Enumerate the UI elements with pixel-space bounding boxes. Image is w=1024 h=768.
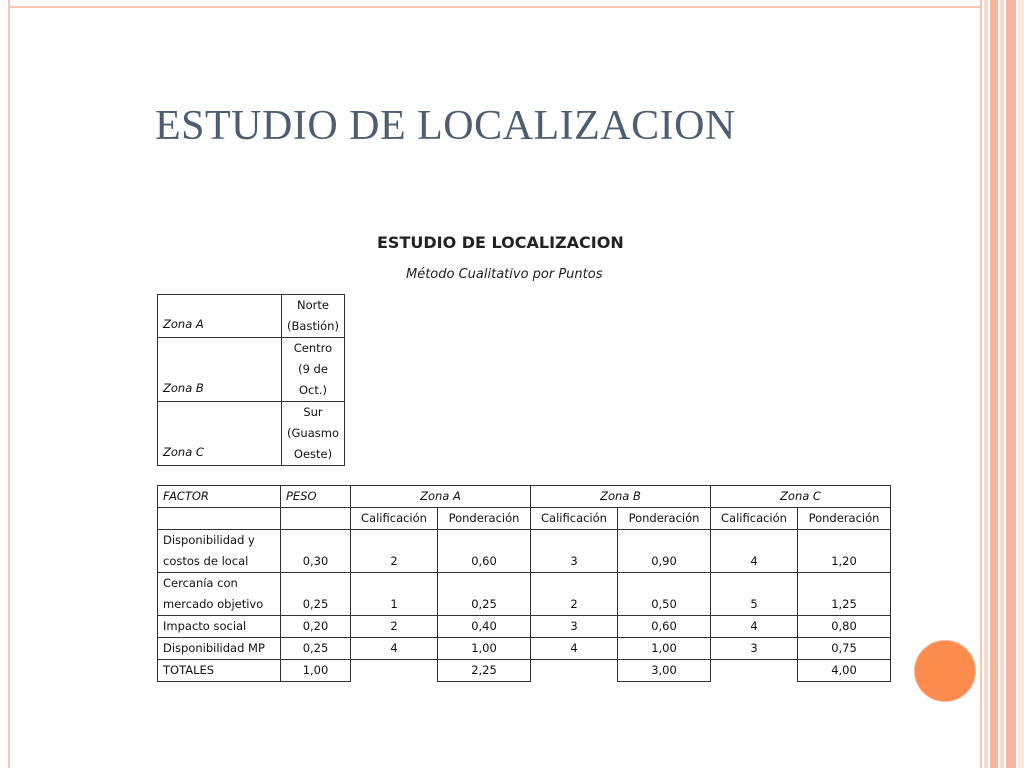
zone-row <box>158 402 345 466</box>
decor-stripe <box>1000 0 1004 768</box>
factor-name-line: Cercanía con <box>163 576 238 590</box>
zone-location <box>282 338 345 402</box>
totals-label: TOTALES <box>158 660 281 682</box>
totals-zona-a: 2,25 <box>438 660 531 682</box>
factor-row <box>158 638 891 660</box>
peso-cell: 0,30 <box>281 530 351 573</box>
frame-line-right <box>980 0 982 768</box>
factor-name <box>158 530 281 573</box>
zona-a-calificacion: 2 <box>351 616 438 638</box>
peso-cell: 0,20 <box>281 616 351 638</box>
zone-location-line: (9 de <box>298 362 328 376</box>
zona-c-calificacion: 4 <box>711 530 798 573</box>
factor-row <box>158 573 891 616</box>
zone-name: Zona C <box>158 402 282 466</box>
zona-a-calificacion: 4 <box>351 638 438 660</box>
factor-table <box>157 485 891 682</box>
decor-stripe <box>1018 0 1024 768</box>
factor-name-line: Impacto social <box>163 619 247 633</box>
zona-c-calificacion: 3 <box>711 638 798 660</box>
totals-zona-c: 4,00 <box>798 660 891 682</box>
zona-b-calificacion: 3 <box>531 616 618 638</box>
slide-title: ESTUDIO DE LOCALIZACION <box>155 103 736 149</box>
zona-a-calificacion: 2 <box>351 530 438 573</box>
zone-location-line: Sur <box>303 405 323 419</box>
peso-cell: 0,25 <box>281 638 351 660</box>
header-factor: FACTOR <box>158 486 281 508</box>
figure-title: ESTUDIO DE LOCALIZACION <box>377 233 624 252</box>
zone-location-line: Oct.) <box>298 383 328 397</box>
subheader-calificacion: Calificación <box>531 508 618 530</box>
peso-cell: 0,25 <box>281 573 351 616</box>
zona-c-calificacion: 5 <box>711 573 798 616</box>
zona-b-calificacion: 4 <box>531 638 618 660</box>
factor-name-line: Disponibilidad MP <box>163 641 265 655</box>
zone-location-line: Oeste) <box>293 447 333 461</box>
zone-location-line: Norte <box>297 298 329 312</box>
zona-b-calificacion: 2 <box>531 573 618 616</box>
decor-stripe <box>1006 0 1016 768</box>
decor-stripe <box>984 0 988 768</box>
zones-table <box>157 294 345 466</box>
figure-subtitle: Método Cualitativo por Puntos <box>406 267 603 282</box>
subheader-ponderacion: Ponderación <box>798 508 891 530</box>
factor-row <box>158 616 891 638</box>
subheader-blank <box>281 508 351 530</box>
frame-line-left <box>8 0 10 768</box>
totals-peso: 1,00 <box>281 660 351 682</box>
subheader-ponderacion: Ponderación <box>438 508 531 530</box>
subheader-calificacion: Calificación <box>711 508 798 530</box>
zone-name: Zona A <box>158 295 282 338</box>
decor-stripe <box>990 0 998 768</box>
zones-table-body <box>158 295 345 466</box>
subheader-blank <box>158 508 281 530</box>
header-zona-a: Zona A <box>351 486 531 508</box>
zone-location-line: (Guasmo <box>287 426 339 440</box>
zona-a-ponderacion: 0,60 <box>438 530 531 573</box>
header-peso: PESO <box>281 486 351 508</box>
factor-name-line: Disponibilidad y <box>163 533 255 547</box>
zona-b-ponderacion: 0,90 <box>618 530 711 573</box>
zone-location-line: Centro <box>293 341 333 355</box>
totals-blank <box>351 660 438 682</box>
totals-zona-b: 3,00 <box>618 660 711 682</box>
factor-name-line: costos de local <box>163 554 249 568</box>
zona-b-calificacion: 3 <box>531 530 618 573</box>
zona-b-ponderacion: 0,50 <box>618 573 711 616</box>
zona-c-ponderacion: 0,75 <box>798 638 891 660</box>
factor-name <box>158 638 281 660</box>
factor-header-row <box>158 486 891 508</box>
zona-c-ponderacion: 0,80 <box>798 616 891 638</box>
zone-row <box>158 295 345 338</box>
factor-table-body <box>158 486 891 682</box>
zone-location <box>282 402 345 466</box>
factor-name <box>158 573 281 616</box>
totals-blank <box>711 660 798 682</box>
zona-a-ponderacion: 0,25 <box>438 573 531 616</box>
accent-circle <box>914 640 976 702</box>
header-zona-b: Zona B <box>531 486 711 508</box>
subheader-ponderacion: Ponderación <box>618 508 711 530</box>
zona-a-ponderacion: 0,40 <box>438 616 531 638</box>
zona-c-ponderacion: 1,20 <box>798 530 891 573</box>
zona-c-calificacion: 4 <box>711 616 798 638</box>
frame-line-top <box>8 6 980 8</box>
zona-a-calificacion: 1 <box>351 573 438 616</box>
factor-name <box>158 616 281 638</box>
zone-location <box>282 295 345 338</box>
factor-subheader-row <box>158 508 891 530</box>
subheader-calificacion: Calificación <box>351 508 438 530</box>
totals-blank <box>531 660 618 682</box>
factor-row <box>158 530 891 573</box>
zone-row <box>158 338 345 402</box>
header-zona-c: Zona C <box>711 486 891 508</box>
zone-name: Zona B <box>158 338 282 402</box>
zona-b-ponderacion: 1,00 <box>618 638 711 660</box>
factor-name-line: mercado objetivo <box>163 597 264 611</box>
zona-a-ponderacion: 1,00 <box>438 638 531 660</box>
zona-b-ponderacion: 0,60 <box>618 616 711 638</box>
zone-location-line: (Bastión) <box>287 319 339 333</box>
totals-row <box>158 660 891 682</box>
zona-c-ponderacion: 1,25 <box>798 573 891 616</box>
